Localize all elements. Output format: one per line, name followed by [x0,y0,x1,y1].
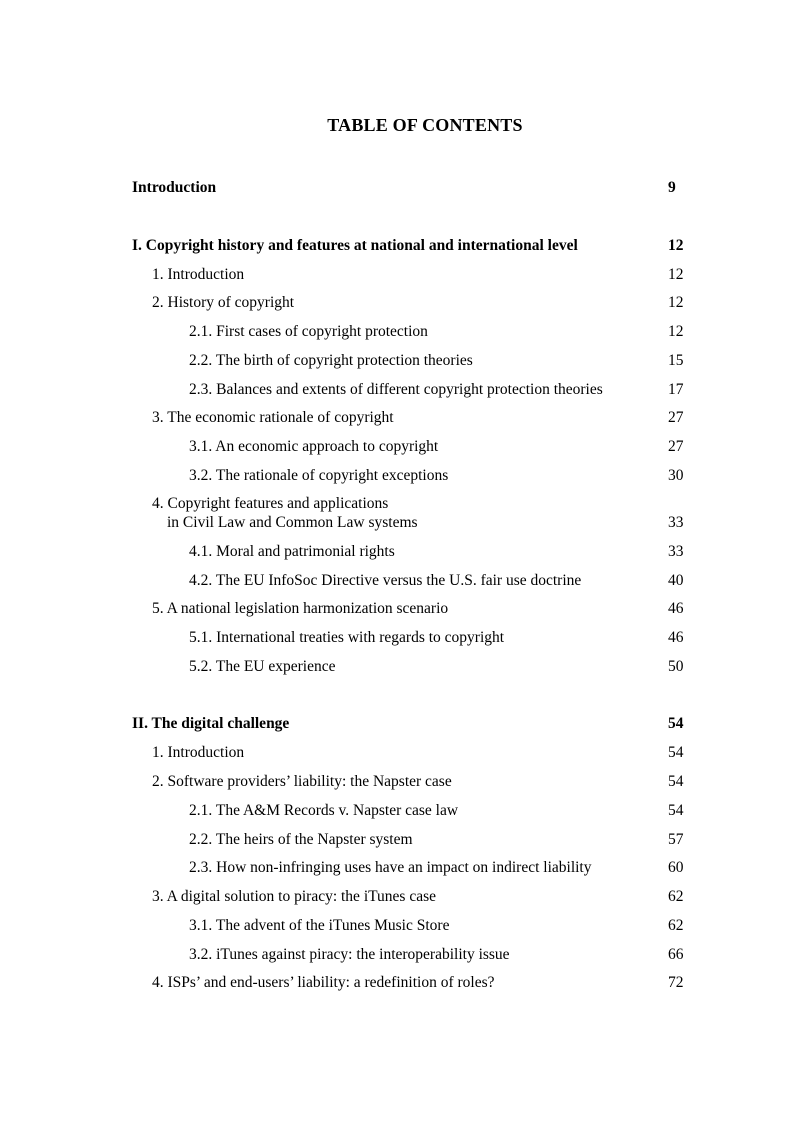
toc-page-number: 54 [668,802,684,819]
toc-entry-text: 5.2. The EU experience [189,658,336,675]
toc-page-number: 54 [668,773,684,790]
toc-entry-text: Introduction [132,179,217,196]
toc-entry-text: 4.1. Moral and patrimonial rights [189,543,395,560]
toc-page-number: 54 [668,744,684,761]
toc-page-number: 40 [668,572,684,589]
toc-page-number: 66 [668,946,684,963]
toc-page-number: 27 [668,409,684,426]
page-title: TABLE OF CONTENTS [327,115,523,135]
toc-page-number: 50 [668,658,684,675]
toc-entry-text: 3.1. The advent of the iTunes Music Store [189,917,450,934]
toc-page-number: 72 [668,974,684,991]
toc-entry-text: 1. Introduction [152,266,245,283]
toc-page-number: 17 [668,381,684,398]
toc-entry-text: 4. Copyright features and applications [152,495,389,512]
toc-page-number: 60 [668,859,684,876]
toc-entry-text: 2. History of copyright [152,294,295,311]
toc-page-number: 62 [668,917,684,934]
toc-page-number: 62 [668,888,684,905]
toc-page-number: 33 [668,543,684,560]
toc-entry-text: 2.1. First cases of copyright protection [189,323,428,340]
toc-page-number: 12 [668,237,684,254]
toc-page-number: 9 [668,179,676,196]
toc-page-number: 46 [668,629,684,646]
toc-entry-text: 3.2. iTunes against piracy: the interoperability issue [189,946,510,963]
toc-page-number: 12 [668,266,684,283]
toc-entry-text: 2.2. The heirs of the Napster system [189,831,413,848]
toc-entry-text: 5. A national legislation harmonization scenario [152,600,449,617]
toc-page-number: 27 [668,438,684,455]
toc-entry-text: 5.1. International treaties with regards to copyright [189,629,505,646]
toc-entry-text: 3. A digital solution to piracy: the iTunes case [152,888,437,905]
toc-entry-text: 4.2. The EU InfoSoc Directive versus the U.S. fair use doctrine [189,572,582,589]
toc-entry-text-line2: in Civil Law and Common Law systems [167,514,418,531]
toc-page-number: 30 [668,467,684,484]
toc-entry-text: 2. Software providers’ liability: the Napster case [152,773,452,790]
toc-page-number: 12 [668,294,684,311]
toc-entry-text: 2.3. Balances and extents of different copyright protection theories [189,381,603,398]
toc-page-number: 15 [668,352,684,369]
toc-entry-text: 3.2. The rationale of copyright exceptions [189,467,449,484]
toc-entry-text: 2.3. How non-infringing uses have an impact on indirect liability [189,859,592,876]
toc-entry-text: I. Copyright history and features at national and international level [132,237,578,254]
toc-page-number: 54 [668,715,684,732]
toc-page-number: 57 [668,831,684,848]
toc-entry-text: 3. The economic rationale of copyright [152,409,394,426]
toc-entry-text: 2.2. The birth of copyright protection theories [189,352,473,369]
toc-entry-text: 4. ISPs’ and end-users’ liability: a redefinition of roles? [152,974,495,991]
toc-entry-text: II. The digital challenge [132,715,290,732]
toc-page-number: 33 [668,514,684,531]
toc-page-number: 12 [668,323,684,340]
toc-page-number: 46 [668,600,684,617]
toc-entry-text: 1. Introduction [152,744,245,761]
toc-entry-text: 2.1. The A&M Records v. Napster case law [189,802,459,819]
toc-entry-text: 3.1. An economic approach to copyright [189,438,439,455]
